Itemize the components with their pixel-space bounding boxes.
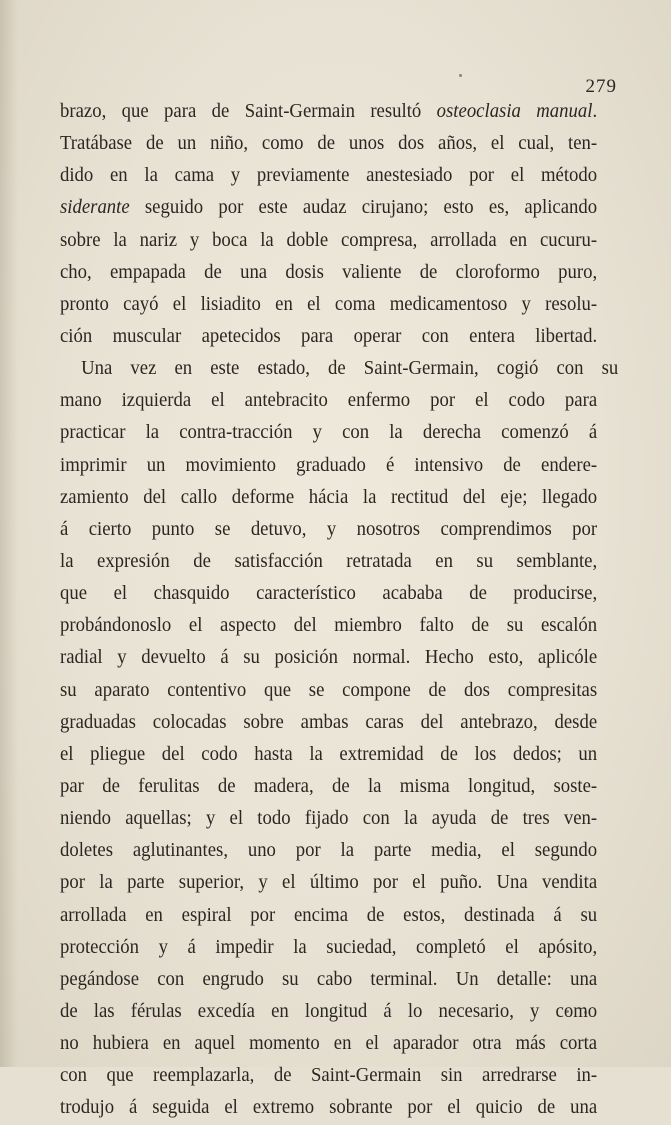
text-line: cho, empapada de una dosis valiente de cloroformo puro, — [60, 261, 598, 283]
text-line: su aparato contentivo que se compone de dos compresitas — [60, 679, 598, 701]
page-number: 279 — [585, 76, 617, 97]
body-text — [60, 96, 619, 1125]
text-line: trodujo á seguida el extremo sobrante por el quicio de una — [60, 1097, 598, 1119]
italic-term: osteoclasia manual — [436, 101, 593, 122]
text-line: ción muscular apetecidos para operar con entera libertad. — [60, 325, 598, 347]
paragraph-start-line: Una vez en este estado, de Saint-Germain, cogió con su — [81, 358, 619, 380]
page-edge-shadow — [0, 0, 18, 1067]
text-line: á cierto punto se detuvo, y nosotros comprendimos por — [60, 518, 598, 540]
text-line: la expresión de satisfacción retratada en su semblante, — [60, 550, 598, 572]
text-line: sobre la nariz y boca la doble compresa, arrollada en cucuru- — [60, 229, 598, 251]
text-line: con que reemplazarla, de Saint-Germain sin arredrarse in- — [60, 1065, 598, 1087]
text-line: Tratábase de un niño, como de unos dos años, el cual, ten- — [60, 133, 598, 155]
text-line: probándonoslo el aspecto del miembro falto de su escalón — [60, 615, 598, 637]
text-line: imprimir un movimiento graduado é intensivo de endere- — [60, 454, 598, 476]
text-line: que el chasquido característico acababa de producirse, — [60, 583, 598, 605]
text-line: el pliegue del codo hasta la extremidad de los dedos; un — [60, 743, 598, 765]
text-line: brazo, que para de Saint-Germain resultó osteoclasia manual. — [60, 101, 598, 122]
text-line: no hubiera en aquel momento en el aparador otra más corta — [60, 1033, 598, 1055]
italic-term: siderante — [60, 197, 130, 219]
text-line: radial y devuelto á su posición normal. Hecho esto, aplicóle — [60, 647, 598, 669]
text-line: par de ferulitas de madera, de la misma longitud, soste- — [60, 775, 598, 797]
text-line: mano izquierda el antebracito enfermo por el codo para — [60, 390, 598, 412]
print-speck — [459, 74, 462, 77]
text-line: dido en la cama y previamente anestesiado por el método — [60, 165, 598, 187]
text-line: niendo aquellas; y el todo fijado con la ayuda de tres ven- — [60, 808, 598, 830]
text-line: arrollada en espiral por encima de estos, destinada á su — [60, 904, 598, 926]
text-line: graduadas colocadas sobre ambas caras del antebrazo, desde — [60, 711, 598, 733]
text-line: pronto cayó el lisiadito en el coma medicamentoso y resolu- — [60, 293, 598, 315]
text-line: zamiento del callo deforme hácia la rectitud del eje; llegado — [60, 486, 598, 508]
text-line: doletes aglutinantes, uno por la parte media, el segundo — [60, 840, 598, 862]
text-line: pegándose con engrudo su cabo terminal. Un detalle: una — [60, 968, 598, 990]
text-line: por la parte superior, y el último por el puño. Una vendita — [60, 872, 598, 894]
text-line: siderante seguido por este audaz cirujano; esto es, aplicando — [60, 197, 598, 219]
text-line: practicar la contra-tracción y con la derecha comenzó á — [60, 422, 598, 444]
text-line: de las férulas excedía en longitud á lo necesario, y como — [60, 1000, 598, 1022]
text-line: protección y á impedir la suciedad, completó el apósito, — [60, 936, 598, 958]
